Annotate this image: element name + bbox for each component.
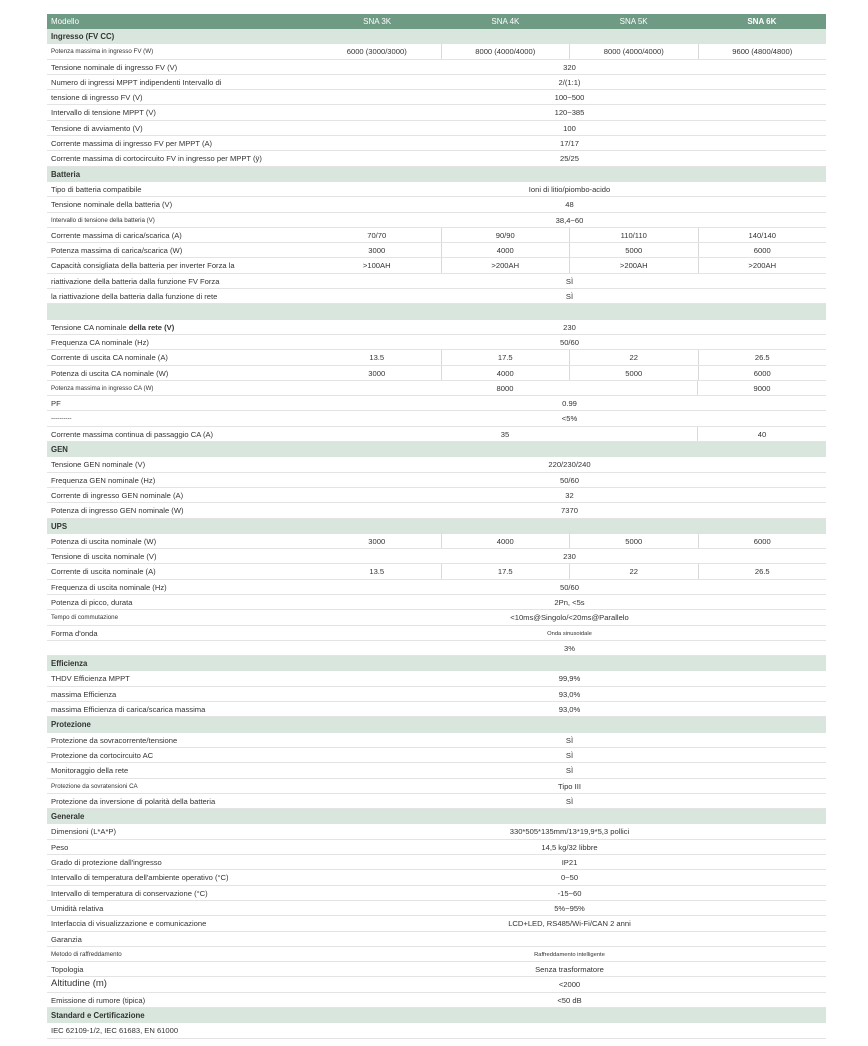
row-label (51, 919, 206, 928)
value-cell: 9000 (697, 381, 826, 395)
row-value: 7370 (561, 506, 578, 516)
value-cell: >200AH (569, 258, 698, 272)
row-value: 25/25 (559, 154, 579, 164)
row-label (51, 385, 153, 392)
row-label (51, 674, 130, 683)
row-label (51, 48, 153, 55)
row-value: 2Pn, <5s (554, 597, 585, 607)
table-row (47, 396, 826, 411)
value-cells (313, 534, 826, 548)
row-label (51, 537, 156, 546)
row-value: LCD+LED, RS485/Wi-Fi/CAN 2 anni (508, 919, 631, 929)
row-label-text: Corrente di uscita CA nominale (A) (51, 353, 168, 363)
row-value: <50 dB (557, 995, 582, 1005)
row-label (51, 843, 68, 852)
row-value: <10ms@Singolo/<20ms@Parallelo (510, 613, 629, 623)
row-label-text: Umidità relativa (51, 903, 104, 913)
table-row (47, 411, 826, 426)
value-cell: 40 (697, 427, 826, 441)
row-label-text: Frequenza GEN nominale (Hz) (51, 475, 156, 485)
row-value: <2000 (558, 980, 581, 990)
table-row (47, 213, 826, 228)
row-label (51, 904, 103, 913)
value-cell: 8000 (496, 383, 514, 393)
row-label-text: Frequenza di uscita nominale (Hz) (51, 582, 167, 592)
section-header (47, 519, 826, 534)
section-header (47, 717, 826, 732)
row-label (51, 598, 132, 607)
row-label-text: Potenza di uscita nominale (W) (51, 536, 157, 546)
row-label (51, 430, 213, 439)
row-label-text: Potenza di picco, durata (51, 597, 133, 607)
section-header (47, 29, 826, 44)
table-row (47, 457, 826, 472)
table-row (47, 564, 826, 579)
row-label-text: Numero di ingressi MPPT indipendenti Intervallo di (51, 77, 222, 87)
table-row (47, 962, 826, 977)
table-row (47, 105, 826, 120)
row-label-text: Protezione da cortocircuito AC (51, 750, 154, 760)
row-label (51, 827, 116, 836)
value-cell: 13.5 (369, 567, 385, 577)
row-value: 320 (563, 62, 576, 72)
row-label (51, 965, 84, 974)
row-value: 93,0% (558, 705, 581, 715)
value-cell: 26.5 (698, 564, 827, 578)
section-header (47, 442, 826, 457)
row-label (51, 873, 229, 882)
row-label (51, 338, 149, 347)
row-label-text: Altitudine (m) (51, 978, 107, 990)
value-cells (313, 44, 826, 58)
row-label (51, 858, 162, 867)
section-title: GEN (51, 445, 68, 455)
row-value: Raffreddamento intelligente (534, 951, 605, 958)
row-label (51, 292, 217, 301)
table-row (47, 549, 826, 564)
table-row (47, 671, 826, 686)
row-label-text: Potenza massima in ingresso FV (W) (51, 48, 154, 56)
table-row (47, 626, 826, 641)
row-label-text: Potenza di ingresso GEN nominale (W) (51, 506, 184, 516)
row-value: 120~385 (554, 108, 585, 118)
model-sna-5k: SNA 5K (619, 17, 648, 26)
table-row (47, 993, 826, 1008)
row-value: SÌ (565, 796, 574, 806)
table-row (47, 595, 826, 610)
table-row (47, 855, 826, 870)
value-cells (313, 258, 826, 272)
row-value: 100~500 (554, 93, 585, 103)
row-value: 32 (565, 490, 574, 500)
table-row (47, 90, 826, 105)
row-value: 93,0% (558, 689, 581, 699)
value-cell: >200AH (441, 258, 570, 272)
section-header (47, 656, 826, 671)
table-row (47, 901, 826, 916)
row-label (51, 996, 145, 1005)
row-label-text: Potenza massima in ingresso CA (W) (51, 384, 154, 392)
value-cell: 35 (500, 429, 510, 439)
value-cell: >200AH (698, 258, 827, 272)
spec-table (47, 14, 826, 1039)
value-cell: 8000 (4000/4000) (441, 44, 570, 58)
row-label (51, 797, 215, 806)
row-label-text: Corrente massima di cortocircuito FV in ingresso per MPPT (ÿ) (51, 154, 262, 164)
table-row (47, 840, 826, 855)
row-label (51, 231, 182, 240)
value-cell: 3000 (368, 246, 386, 256)
table-row (47, 381, 826, 396)
row-label-text: IEC 62109-1/2, IEC 61683, EN 61000 (51, 1026, 179, 1036)
row-label (51, 277, 219, 286)
table-row (47, 366, 826, 381)
table-row (47, 258, 826, 273)
row-label-text: Intervallo di tensione MPPT (V) (51, 108, 156, 118)
value-cell: 22 (569, 350, 698, 364)
row-label-text: Corrente di uscita nominale (A) (51, 567, 156, 577)
row-label-text: Grado di protezione dall'ingresso (51, 858, 162, 868)
value-cells (313, 228, 826, 242)
row-label-text: Tensione di uscita nominale (V) (51, 552, 157, 562)
value-cell: 9600 (4800/4800) (698, 44, 827, 58)
table-row (47, 197, 826, 212)
row-label-text: Interfaccia di visualizzazione e comunicazione (51, 919, 207, 929)
row-label (51, 705, 205, 714)
row-label-text: Potenza di uscita CA nominale (W) (51, 368, 169, 378)
section-title: Efficienza (51, 659, 88, 669)
row-label-text: Peso (51, 842, 69, 852)
row-label-text: Intervallo di temperatura di conservazione (°C) (51, 888, 208, 898)
table-row (47, 488, 826, 503)
row-value: 0~50 (560, 873, 579, 883)
row-label (51, 217, 155, 224)
value-cell: 140/140 (698, 228, 827, 242)
row-label (51, 108, 156, 117)
header-label: Modello (51, 17, 80, 26)
row-label (51, 614, 118, 621)
table-row (47, 870, 826, 885)
table-row (47, 641, 826, 656)
row-label-text: Dimensioni (L*A*P) (51, 827, 116, 837)
value-cell: 6000 (698, 243, 827, 257)
value-cell: 5000 (569, 534, 698, 548)
row-label-text: Tempo di commutazione (51, 614, 119, 622)
value-cell: 3000 (368, 536, 386, 546)
table-row (47, 503, 826, 518)
row-label-text: Tensione nominale della batteria (V) (51, 200, 173, 210)
row-label (51, 399, 61, 408)
row-label (51, 185, 141, 194)
table-row (47, 779, 826, 794)
row-value: 17/17 (559, 139, 579, 149)
row-label (51, 567, 156, 576)
row-value: SÌ (565, 292, 574, 302)
row-label-text: Tensione di avviamento (V) (51, 123, 143, 133)
row-label (51, 78, 221, 87)
table-row (47, 977, 826, 992)
row-label (51, 978, 107, 989)
row-label-text: Protezione da inversione di polarità della batteria (51, 796, 216, 806)
row-value: IP21 (561, 858, 578, 868)
row-label (51, 506, 184, 515)
row-label-text: riattivazione della batteria dalla funzione FV Forza (51, 276, 220, 286)
row-label-text: massima Efficienza di carica/scarica massima (51, 705, 206, 715)
value-cells (313, 564, 826, 578)
table-row (47, 1023, 826, 1038)
value-cells (313, 350, 826, 364)
value-cell: 13.5 (369, 353, 385, 363)
row-label-text: Frequenza CA nominale (Hz) (51, 337, 149, 347)
value-cell: 90/90 (441, 228, 570, 242)
table-row (47, 75, 826, 90)
row-label-text: Garanzia (51, 934, 82, 944)
section-title: Standard e Certificazione (51, 1011, 145, 1020)
row-label (51, 415, 72, 422)
table-row (47, 687, 826, 702)
row-label-text: Protezione da sovratensioni CA (51, 782, 138, 790)
section-header (47, 167, 826, 182)
row-label-text: Tensione nominale di ingresso FV (V) (51, 62, 178, 72)
table-row (47, 794, 826, 809)
table-row (47, 702, 826, 717)
row-label (51, 200, 172, 209)
row-label-text: Protezione da sovracorrente/tensione (51, 735, 178, 745)
table-row (47, 243, 826, 258)
table-row (47, 473, 826, 488)
row-value: SÌ (565, 276, 574, 286)
value-cells (313, 366, 826, 380)
section-header (47, 1008, 826, 1023)
row-label (51, 476, 155, 485)
row-label (51, 766, 128, 775)
row-value: 48 (565, 200, 574, 210)
table-row (47, 228, 826, 243)
value-cell: 22 (569, 564, 698, 578)
model-sna-6k: SNA 6K (747, 17, 777, 26)
row-label (51, 369, 168, 378)
row-label-text: Tensione GEN nominale (V) (51, 460, 146, 470)
row-label (51, 629, 98, 638)
row-label-text: Capacità consigliata della batteria per inverter Forza la (51, 261, 235, 271)
table-row (47, 824, 826, 839)
table-row (47, 289, 826, 304)
row-value: 14,5 kg/32 libbre (541, 842, 598, 852)
value-cells (313, 427, 826, 441)
section-title: UPS (51, 521, 68, 531)
table-row (47, 534, 826, 549)
row-label (51, 460, 145, 469)
row-label-text: ---------- (51, 415, 72, 423)
value-cell: 6000 (698, 534, 827, 548)
value-cell: 26.5 (698, 350, 827, 364)
table-row (47, 136, 826, 151)
row-value: SÌ (565, 750, 574, 760)
table-row (47, 916, 826, 931)
table-row (47, 60, 826, 75)
row-label (51, 783, 138, 790)
row-label (51, 935, 82, 944)
row-label (51, 951, 122, 958)
row-value: Senza trasformatore (535, 965, 604, 975)
row-value: 3% (564, 643, 575, 653)
row-label (51, 751, 153, 760)
section-title: Batteria (51, 169, 81, 179)
table-row (47, 932, 826, 947)
row-value: 50/60 (559, 582, 579, 592)
value-cell: 5000 (569, 243, 698, 257)
row-label-text: Monitoraggio della rete (51, 766, 129, 776)
row-label (51, 93, 143, 102)
row-value: SÌ (565, 766, 574, 776)
row-label-text: Corrente massima di carica/scarica (A) (51, 230, 182, 240)
value-cells (313, 381, 826, 395)
row-label (51, 154, 262, 163)
row-label-text: Tensione CA nominale (51, 322, 127, 332)
table-row (47, 748, 826, 763)
value-cell: 17.5 (441, 350, 570, 364)
row-value: 230 (563, 552, 576, 562)
section-header (47, 809, 826, 824)
row-label-text: Metodo di raffreddamento (51, 950, 122, 958)
row-label (51, 353, 168, 362)
value-cell: 3000 (368, 368, 386, 378)
row-value: Ioni di litio/piombo-acido (528, 184, 611, 194)
section-title: Protezione (51, 720, 91, 730)
row-value: 2/(1:1) (558, 77, 581, 87)
row-label-text: massima Efficienza (51, 689, 117, 699)
row-value: 99,9% (558, 674, 581, 684)
value-cell: 110/110 (569, 228, 698, 242)
value-cell: 4000 (441, 534, 570, 548)
row-label-text: THDV Efficienza MPPT (51, 674, 130, 684)
value-cell: 8000 (4000/4000) (569, 44, 698, 58)
table-row (47, 610, 826, 625)
row-label (51, 139, 212, 148)
table-row (47, 182, 826, 197)
table-row (47, 44, 826, 59)
row-label (51, 889, 208, 898)
table-body (47, 29, 826, 1039)
row-label-text: tensione di ingresso FV (V) (51, 93, 143, 103)
row-label-text: Emissione di rumore (tipica) (51, 995, 146, 1005)
section-title: Generale (51, 812, 85, 822)
row-label-text: Corrente di ingresso GEN nominale (A) (51, 490, 184, 500)
row-label (51, 124, 143, 133)
row-label (51, 552, 157, 561)
row-label-text: Intervallo di tensione della batteria (V) (51, 216, 155, 224)
row-value: Onda sinusoidale (547, 630, 592, 637)
row-label (51, 690, 116, 699)
table-row (47, 121, 826, 136)
table-row (47, 151, 826, 166)
row-value: <5% (561, 414, 578, 424)
row-label-text: Potenza massima di carica/scarica (W) (51, 246, 183, 256)
value-cell: 4000 (441, 243, 570, 257)
table-row (47, 886, 826, 901)
row-value: 0.99 (562, 399, 577, 409)
row-label (51, 736, 177, 745)
row-label-text: Corrente massima di ingresso FV per MPPT (A) (51, 139, 213, 149)
value-cells (313, 243, 826, 257)
row-label-text: Intervallo di temperatura dell'ambiente operativo (°C) (51, 873, 229, 883)
table-row (47, 350, 826, 365)
row-label-text: PF (51, 399, 61, 409)
row-label (51, 583, 167, 592)
row-label (51, 261, 235, 270)
value-cell: 17.5 (441, 564, 570, 578)
table-row (47, 427, 826, 442)
value-cell: 6000 (698, 366, 827, 380)
row-value: 330*505*135mm/13*19,9*5,3 pollici (509, 827, 630, 837)
row-label-bold: della rete (V) (128, 322, 175, 332)
row-value: 230 (563, 322, 576, 332)
table-row (47, 335, 826, 350)
row-value: 100 (563, 123, 576, 133)
section-title: Ingresso (FV CC) (51, 32, 115, 41)
table-row (47, 733, 826, 748)
model-sna-3k: SNA 3K (363, 17, 392, 26)
row-value: -15~60 (557, 888, 582, 898)
row-value: SÌ (565, 735, 574, 745)
row-label-text: Forma d'onda (51, 628, 98, 638)
value-cell: 4000 (441, 366, 570, 380)
row-label-text: Tipo di batteria compatibile (51, 184, 142, 194)
row-value: 220/230/240 (548, 460, 591, 470)
row-label-text: la riattivazione della batteria dalla funzione di rete (51, 292, 218, 302)
table-row (47, 274, 826, 289)
row-value: 50/60 (559, 337, 579, 347)
row-label-text: Topologia (51, 965, 84, 975)
row-label (51, 491, 183, 500)
table-row (47, 947, 826, 962)
section-header (47, 304, 826, 319)
value-cell: 5000 (569, 366, 698, 380)
model-sna-4k: SNA 4K (491, 17, 520, 26)
table-header (47, 14, 826, 29)
row-value: 50/60 (559, 475, 579, 485)
value-cell: 70/70 (367, 230, 387, 240)
table-row (47, 580, 826, 595)
row-value: 5%~95% (554, 903, 585, 913)
row-value: 38,4~60 (555, 215, 584, 225)
table-row (47, 320, 826, 335)
row-label (51, 63, 177, 72)
value-cell: >100AH (362, 261, 391, 271)
row-label (51, 1026, 178, 1035)
table-row (47, 763, 826, 778)
row-label-text: Corrente massima continua di passaggio CA (A) (51, 429, 214, 439)
row-label (51, 246, 182, 255)
value-cell: 6000 (3000/3000) (346, 47, 407, 57)
row-value: Tipo III (558, 781, 581, 791)
row-label (51, 323, 174, 332)
